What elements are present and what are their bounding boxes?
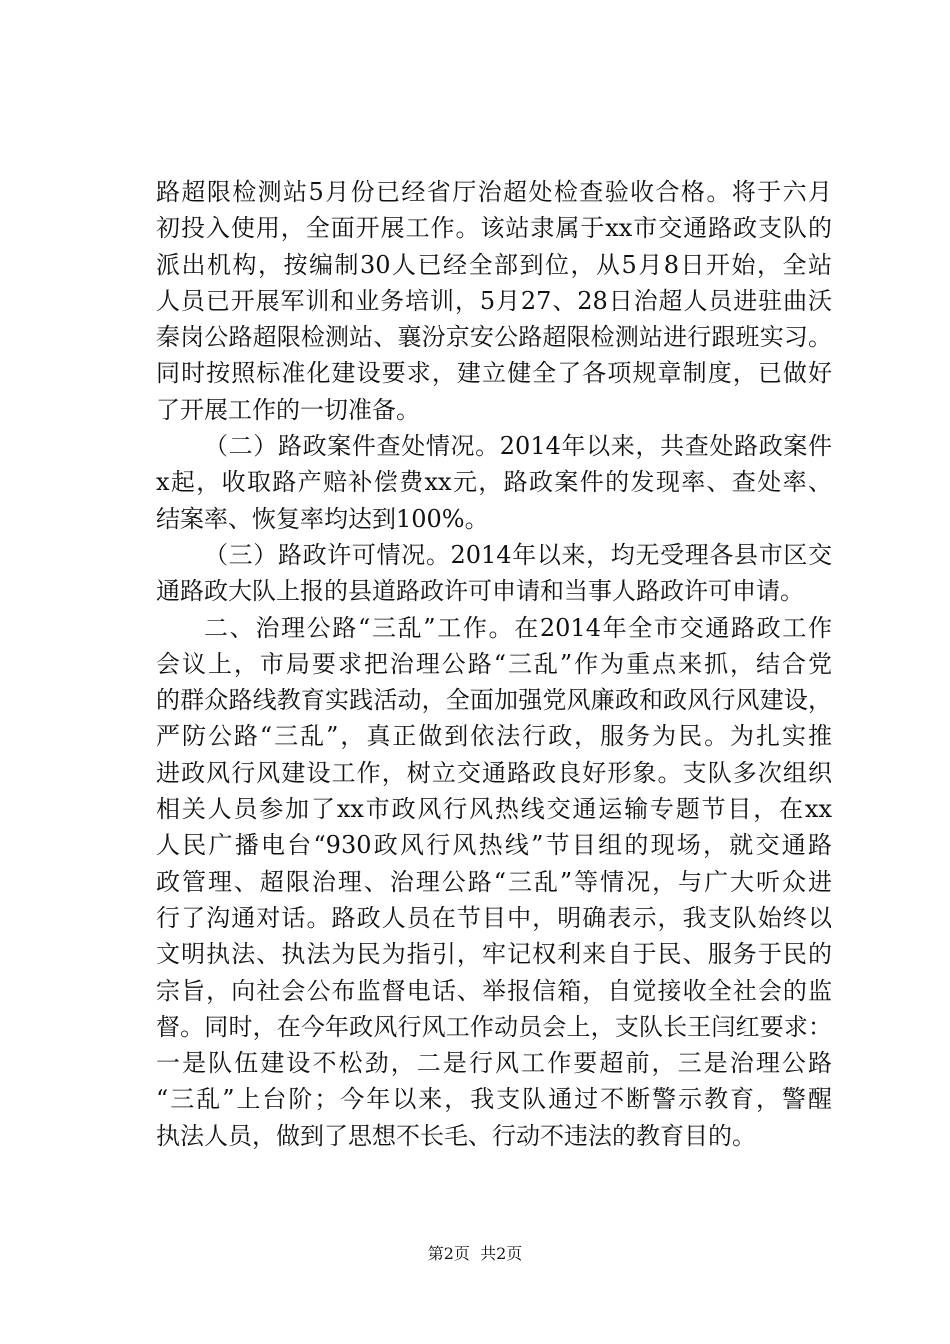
document-body xyxy=(156,174,832,1154)
text-line: “三乱”上台阶；今年以来，我支队通过不断警示教育，警醒 xyxy=(156,1085,832,1114)
text-line: 路超限检测站5月份已经省厅治超处检查验收合格。将于六月 xyxy=(156,178,832,206)
text-line: 进政风行风建设工作，树立交通路政良好形象。支队多次组织 xyxy=(156,758,832,787)
text-line: 派出机构，按编制30人已经全部到位，从5月8日开始，全站 xyxy=(156,250,832,279)
text-line: 了开展工作的一切准备。 xyxy=(156,395,420,424)
text-line: 一是队伍建设不松劲，二是行风工作要超前，三是治理公路 xyxy=(156,1049,832,1078)
text-line: 同时按照标准化建设要求，建立健全了各项规章制度，已做好 xyxy=(156,359,832,388)
text-line: 相关人员参加了xx市政风行风热线交通运输专题节目，在xx xyxy=(156,795,832,824)
text-line: 政管理、超限治理、治理公路“三乱”等情况，与广大听众进 xyxy=(156,867,832,896)
text-line: 通路政大队上报的县道路政许可申请和当事人路政许可申请。 xyxy=(156,577,804,606)
text-line: 结案率、恢复率均达到100%。 xyxy=(156,504,489,533)
text-line: 文明执法、执法为民为指引，牢记权利来自于民、服务于民的 xyxy=(156,940,832,969)
text-line: 人员已开展军训和业务培训，5月27、28日治超人员进驻曲沃 xyxy=(156,286,832,315)
text-line: 二、治理公路“三乱”工作。在2014年全市交通路政工作 xyxy=(204,613,832,642)
text-line: 执法人员，做到了思想不长毛、行动不违法的教育目的。 xyxy=(156,1121,756,1150)
text-line: 初投入使用，全面开展工作。该站隶属于xx市交通路政支队的 xyxy=(156,214,832,243)
text-line: （二）路政案件查处情况。2014年以来，共查处路政案件 xyxy=(204,432,832,461)
text-line: 督。同时，在今年政风行风工作动员会上，支队长王闫红要求： xyxy=(156,1012,832,1041)
text-line: x起，收取路产赔补偿费xx元，路政案件的发现率、查处率、 xyxy=(156,468,832,497)
text-line: 秦岗公路超限检测站、襄汾京安公路超限检测站进行跟班实习。 xyxy=(156,323,832,352)
text-line: 严防公路“三乱”，真正做到依法行政，服务为民。为扎实推 xyxy=(156,722,832,751)
text-line: （三）路政许可情况。2014年以来，均无受理各县市区交 xyxy=(204,540,832,569)
text-line: 行了沟通对话。路政人员在节目中，明确表示，我支队始终以 xyxy=(156,903,832,932)
text-line: 会议上，市局要求把治理公路“三乱”作为重点来抓，结合党 xyxy=(156,649,832,678)
text-line: 的群众路线教育实践活动，全面加强党风廉政和政风行风建设， xyxy=(156,686,832,715)
text-line: 宗旨，向社会公布监督电话、举报信箱，自觉接收全社会的监 xyxy=(156,976,832,1005)
text-line: 人民广播电台“930政风行风热线”节目组的现场，就交通路 xyxy=(156,831,832,860)
page-footer: 第2页 共2页 xyxy=(427,1244,523,1263)
